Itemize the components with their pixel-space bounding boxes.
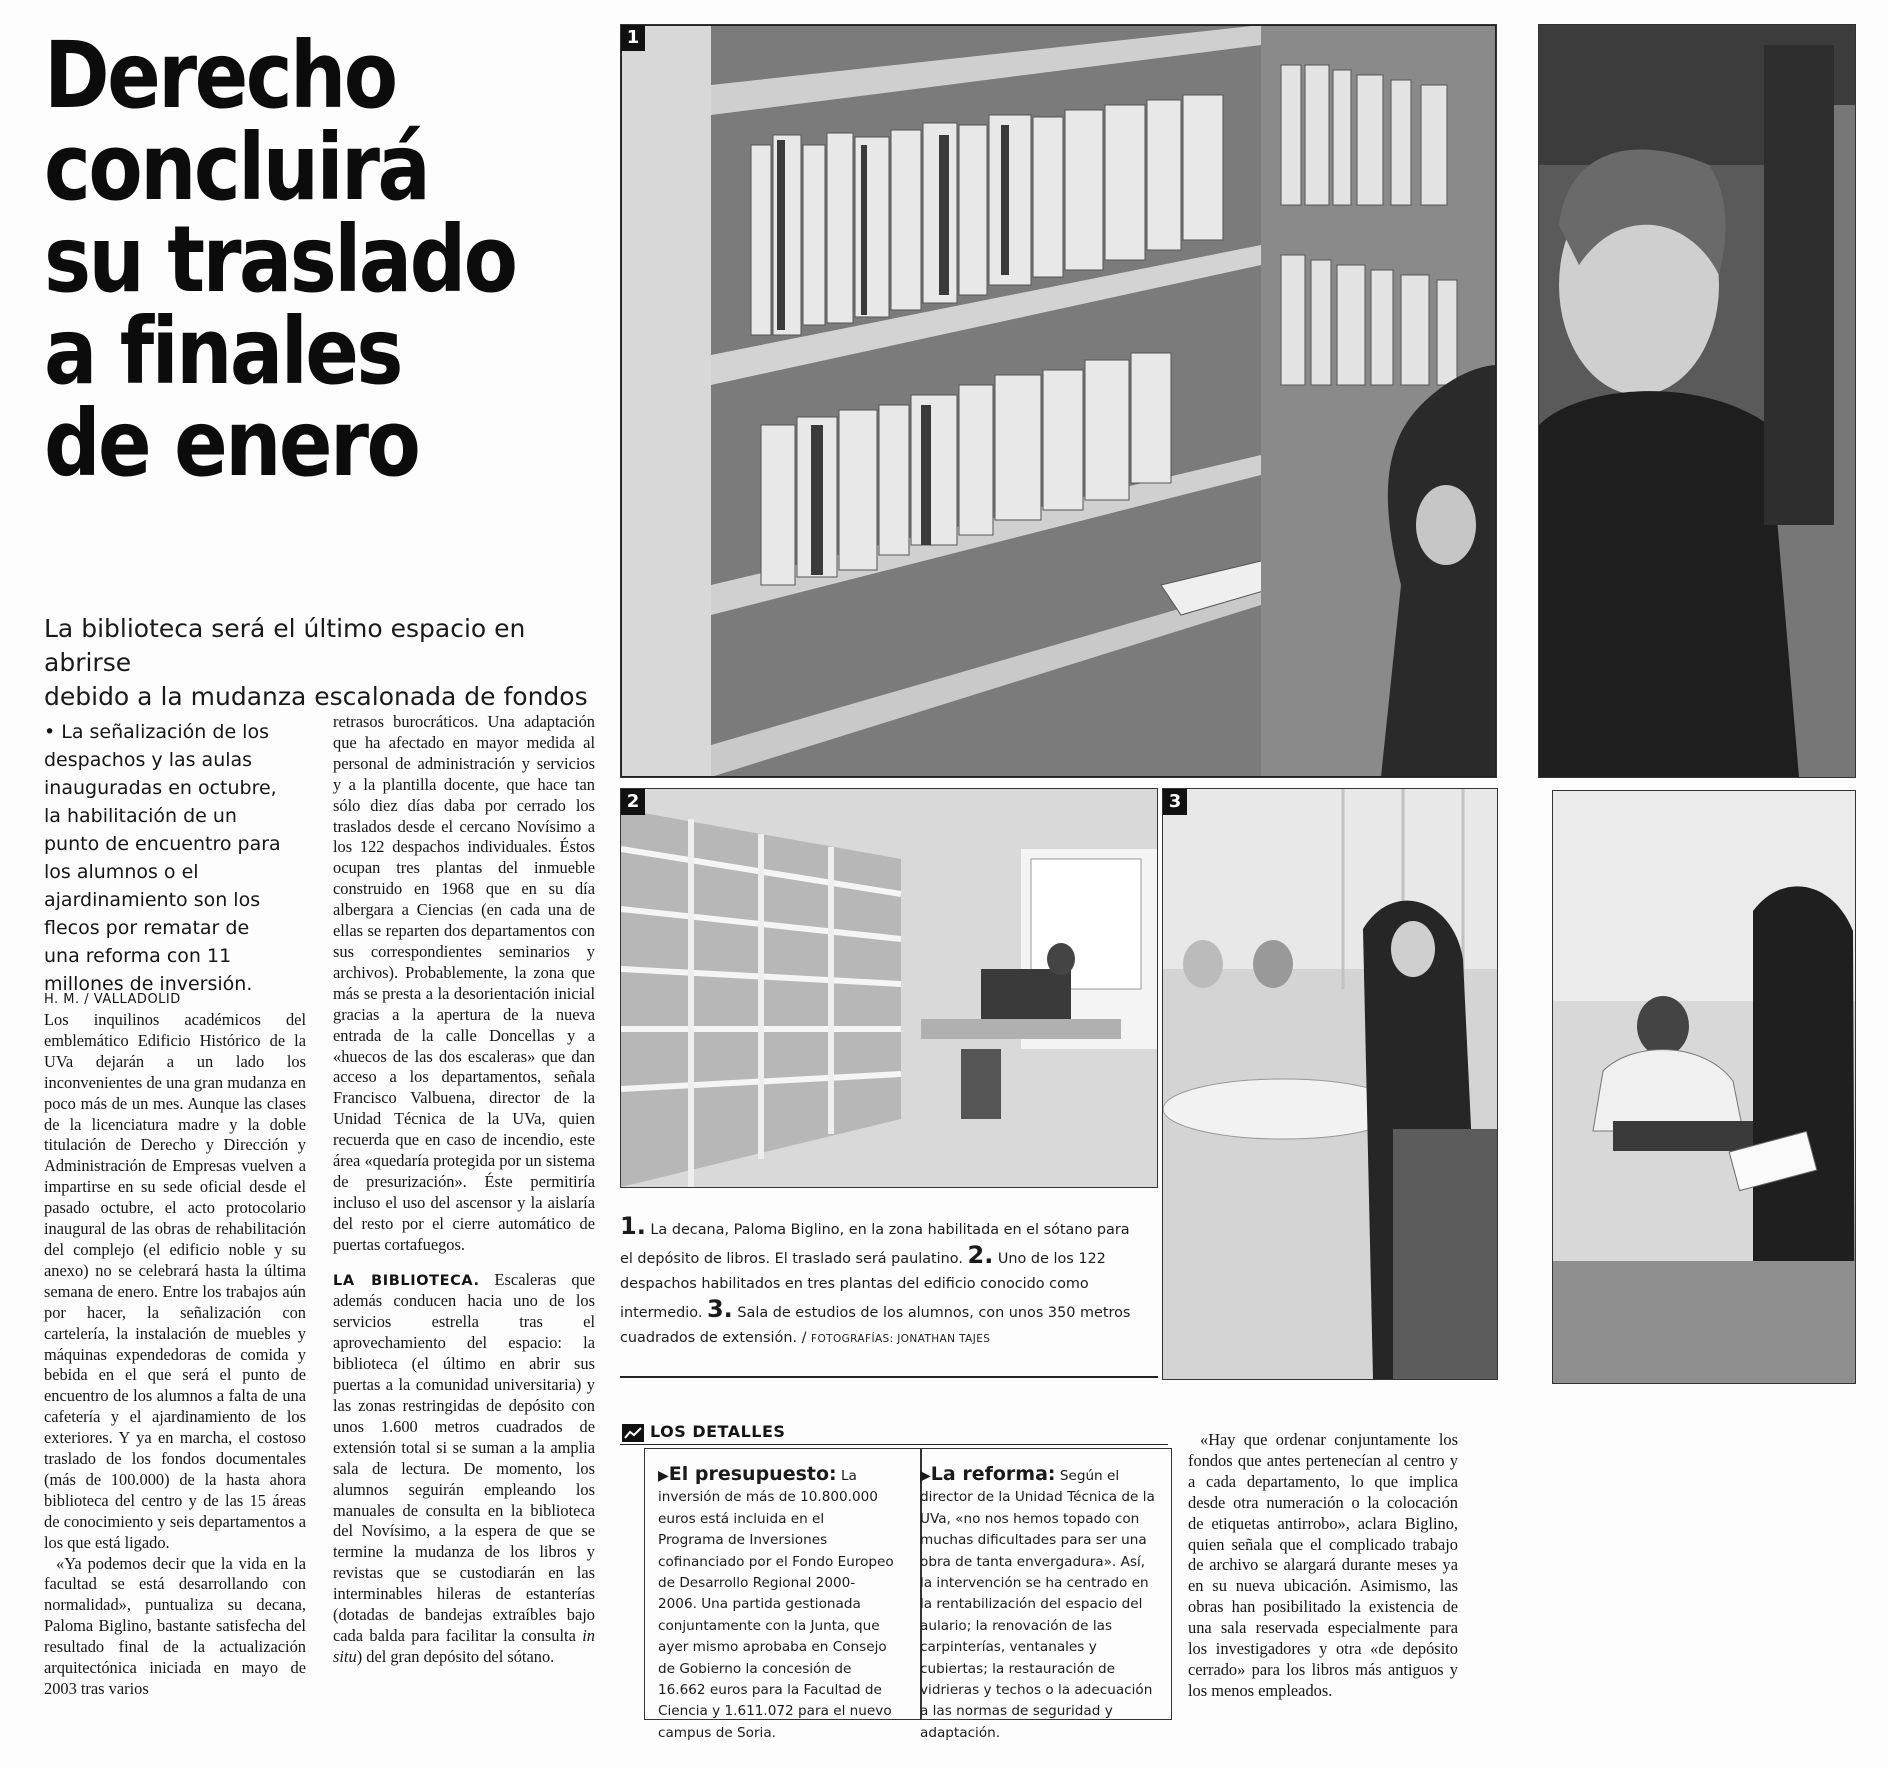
photo-number-1: 1 (621, 25, 645, 51)
detail-reforma (920, 1464, 1156, 1744)
paragraph: Los inquilinos académicos del emblemático Edificio Histórico de la UVa dejarán a un lado los inconvenientes de una gran mudanza en poco más de un mes. Aunque las clases de la licenciatura madre y la doble titulación de Derecho y Dirección y Administración de Empresas vuelven a impartirse en su sede oficial desde el pasado octubre, el acto protocolario inaugural de las obras de rehabilitación del complejo (el edificio noble y su anexo) no se celebrará hasta la última semana de enero. Entre los trabajos aún por hacer, la señalización con cartelería, la instalación de muebles y máquinas expendedoras de comida y bebida en el que será el punto de encuentro de los alumnos a falta de una cafetería y el ajardinamiento de los exteriores. Y ya en marcha, el costoso traslado de los fondos documentales (más de 100.000) de la hasta ahora biblioteca del centro y de las 15 áreas de conocimiento y seis departamentos a los que está ligado. (44, 1010, 306, 1552)
caption-number-2: 2. (967, 1241, 994, 1269)
caption-text-3: Sala de estudios de los alumnos, con unos 350 metros cuadrados de extensión. / (620, 1305, 1131, 1346)
paragraph-text-end: ) del gran depósito del sótano. (356, 1646, 555, 1666)
caption-text-1: La decana, Paloma Biglino, en la zona habilitada en el sótano para el depósito de libros. El traslado será paulatino. (620, 1222, 1130, 1267)
paragraph-text: Escaleras que además conducen hacia uno de los servicios estrella tras el aprovechamiento del espacio: la biblioteca (el último en abrir sus puertas a la comunidad universitaria) y las zonas restringidas de depósito con unos 1.600 metros cuadrados de extensión total si se suman a la amplia sala de lectura. De momento, los alumnos seguirán empleando los manuales de consulta en la biblioteca del Novísimo, a la espera de que se termine la mudanza de los libros y revistas que se custodiarán en las interminables hileras de estanterías (dotadas de bandejas extraíbles bajo cada balda para facilitar la consulta (333, 1269, 595, 1645)
photo-portrait-decana (1538, 24, 1856, 778)
caption-number-3: 3. (706, 1295, 733, 1323)
paragraph: «Ya podemos decir que la vida en la facultad se está desarrollando con normalidad», puntualiza su decana, Paloma Biglino, bastante satisfecha del resultado final de la actualización arquitectónica iniciada en mayo de 2003 tras varios (44, 1553, 306, 1698)
detail-text-reforma: Según el director de la Unidad Técnica de la UVa, «no nos hemos topado con muchas dificultades para ser una obra de tanta envergadura». Así, la intervención se ha centrado en la rentabilización del espacio del aulario; la renovación de las carpinterías, ventanales y cubiertas; la restauración de vidrieras y techos o la adecuación a las normas de seguridad y adaptación. (920, 1468, 1155, 1741)
headline-line-2: concluirá (44, 114, 429, 221)
subheadline-line-2: debido a la mudanza escalonada de fondos (44, 682, 588, 711)
photo-2-office (620, 788, 1158, 1188)
photo-number-2: 2 (621, 789, 645, 815)
headline-line-3: su traslado (44, 206, 516, 313)
photo-students-desk (1552, 790, 1856, 1384)
triangle-bullet-icon: ▶ (658, 1468, 669, 1484)
subheadline-line-1: La biblioteca será el último espacio en abrirse (44, 614, 526, 677)
headline-line-5: de enero (44, 390, 419, 497)
headline (44, 22, 526, 497)
triangle-bullet-icon: ▶ (920, 1468, 931, 1484)
trend-arrow-icon (622, 1424, 644, 1442)
italic-term: in situ (333, 1625, 595, 1666)
detail-title-presupuesto: El presupuesto: (668, 1463, 837, 1485)
photo-number-3: 3 (1163, 789, 1187, 815)
caption-text-2: Uno de los 122 despachos habilitados en tres plantas del edificio conocido como intermedio. (620, 1251, 1106, 1321)
detail-text-presupuesto: La inversión de más de 10.800.000 euros está incluida en el Programa de Inversiones cofinanciado por el Fondo Europeo de Desarrollo Regional 2000-2006. Una partida gestionada conjuntamente con la Junta, que ayer mismo aprobaba en Consejo de Gobierno la concesión de 16.662 euros para la Facultad de Ciencia y 1.611.072 para el nuevo campus de Soria. (658, 1468, 894, 1741)
headline-line-4: a finales (44, 298, 401, 405)
photo-3-study-room (1162, 788, 1498, 1380)
caption-number-1: 1. (620, 1212, 646, 1240)
paragraph: «Hay que ordenar conjuntamente los fondos que antes pertenecían al centro y a cada departamento, lo que implica desde otra numeración o la colocación de etiquetas antirrobo», aclara Biglino, quien señala que el complicado trabajo de archivo se alargará durante meses ya en su nueva ubicación. Asimismo, las obras han posibilitado la existencia de una sala reservada especialmente para los investigadores y otra «de depósito cerrado» para los libros más antiguos y los menos empleados. (1188, 1430, 1458, 1700)
article-column-1 (44, 1010, 306, 1700)
byline: H. M. / VALLADOLID (44, 992, 181, 1007)
article-column-3 (1188, 1430, 1458, 1702)
lead-paragraph: • La señalización de los despachos y las aulas inauguradas en octubre, la habilitación de un punto de encuentro para los alumnos o el ajardinamiento son los flecos por rematar de una reforma con 11 millones de inversión. (44, 721, 281, 995)
subheadline (44, 612, 609, 714)
detail-presupuesto (658, 1464, 894, 1744)
headline-line-1: Derecho (44, 22, 396, 129)
caption-rule (620, 1376, 1158, 1378)
photo-credit: FOTOGRAFÍAS: JONATHAN TAJES (811, 1333, 991, 1345)
detail-title-reforma: La reforma: (930, 1463, 1056, 1485)
detalles-title: LOS DETALLES (650, 1422, 786, 1441)
photo-caption (620, 1214, 1138, 1352)
paragraph: retrasos burocráticos. Una adaptación que ha afectado en mayor medida al personal de administración y servicios y a la plantilla docente, que hace tan sólo diez días daba por cerrado los traslados desde el cercano Novísimo a los 122 despachos individuales. Éstos ocupan tres plantas del inmueble construido en 1968 que en su día albergara a Ciencias (en cada una de ellas se reparten dos departamentos con sus correspondientes seminarios y archivos). Probablemente, la zona que más se presta a la desorientación inicial gracias a la apertura de la nueva entrada de la calle Doncellas y a «huecos de las dos escaleras» que dan acceso a los departamentos, señala Francisco Valbuena, director de la Unidad Técnica de la UVa, quien recuerda que en caso de incendio, este área «quedaría protegida por un sistema de presurización». Éste permitiría incluso el uso del ascensor y la aislaría del resto por el cierre automático de puertas cortafuegos. (333, 712, 595, 1254)
photo-1-library-shelves (620, 24, 1497, 778)
section-lead-in: LA BIBLIOTECA. (333, 1272, 480, 1289)
paragraph-biblioteca (333, 1270, 595, 1668)
article-column-2 (333, 712, 595, 1668)
